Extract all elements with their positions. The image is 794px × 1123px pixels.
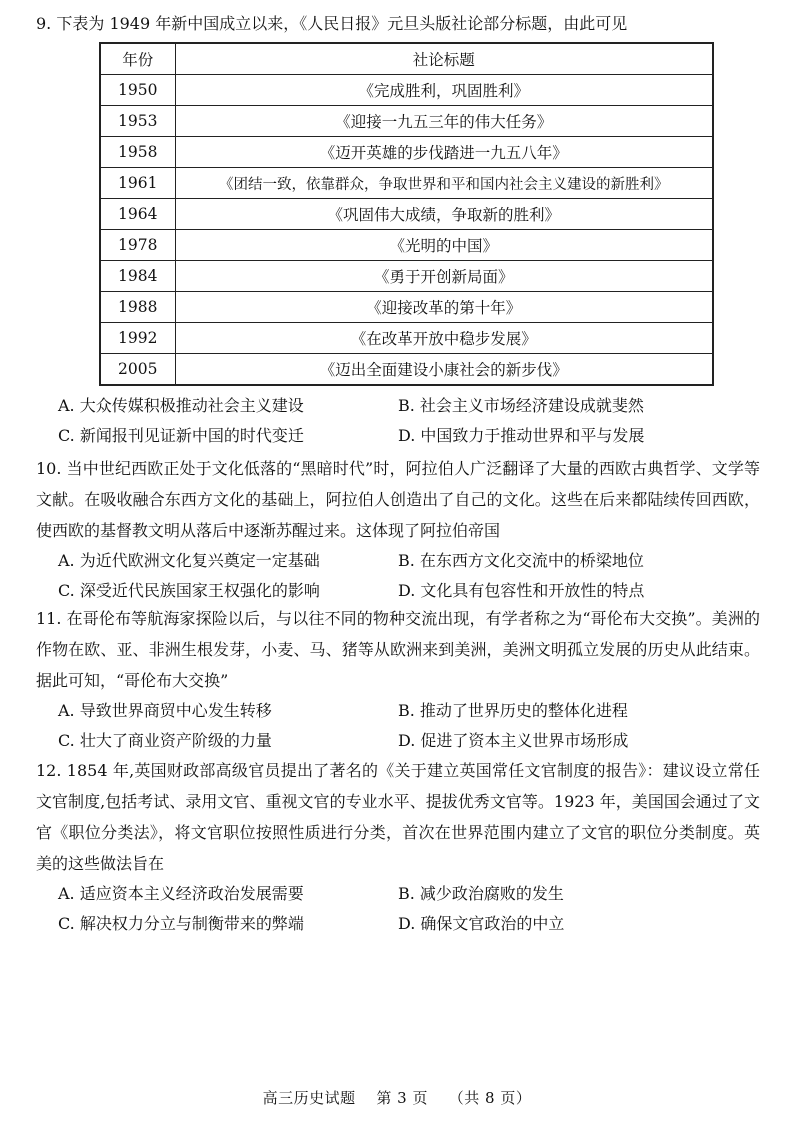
option-c[interactable]: C. 壮大了商业资产阶级的力量	[58, 731, 272, 750]
title-cell: 《迎接改革的第十年》	[175, 292, 713, 323]
table-row	[100, 261, 713, 292]
question-9-stem: 9. 下表为 1949 年新中国成立以来，《人民日报》元旦头版社论部分标题，由此可见	[36, 14, 628, 33]
option-d[interactable]: D. 中国致力于推动世界和平与发展	[398, 426, 645, 445]
year-cell: 1984	[100, 261, 175, 292]
year-cell: 2005	[100, 354, 175, 386]
title-cell: 《完成胜利，巩固胜利》	[175, 75, 713, 106]
year-cell: 1961	[100, 168, 175, 199]
year-cell: 1978	[100, 230, 175, 261]
table-row	[100, 292, 713, 323]
question-10	[36, 453, 760, 606]
editorial-table	[99, 42, 714, 386]
title-cell: 《团结一致，依靠群众，争取世界和平和国内社会主义建设的新胜利》	[175, 168, 713, 199]
table-row	[100, 230, 713, 261]
option-c[interactable]: C. 新闻报刊见证新中国的时代变迁	[58, 426, 304, 445]
table-row	[100, 75, 713, 106]
table-row	[100, 199, 713, 230]
option-a[interactable]: A. 为近代欧洲文化复兴奠定一定基础	[58, 551, 320, 570]
table-header-row	[100, 43, 713, 75]
table-row	[100, 354, 713, 386]
title-cell: 《勇于开创新局面》	[175, 261, 713, 292]
year-cell: 1992	[100, 323, 175, 354]
option-d[interactable]: D. 确保文官政治的中立	[398, 914, 565, 933]
year-cell: 1988	[100, 292, 175, 323]
table-header-year: 年份	[100, 43, 175, 75]
question-11	[36, 603, 760, 756]
option-a[interactable]: A. 大众传媒积极推动社会主义建设	[58, 396, 304, 415]
year-cell: 1950	[100, 75, 175, 106]
table-header-title: 社论标题	[175, 43, 713, 75]
question-11-stem: 11. 在哥伦布等航海家探险以后，与以往不同的物种交流出现，有学者称之为“哥伦布大交换”。美洲的作物在欧、亚、非洲生根发芽，小麦、马、猪等从欧洲来到美洲，美洲文明孤立发展的历史从此结束。据此可知，“哥伦布大交换”	[36, 609, 760, 690]
option-d[interactable]: D. 文化具有包容性和开放性的特点	[398, 581, 645, 600]
option-b[interactable]: B. 在东西方文化交流中的桥梁地位	[398, 551, 644, 570]
title-cell: 《在改革开放中稳步发展》	[175, 323, 713, 354]
year-cell: 1964	[100, 199, 175, 230]
option-a[interactable]: A. 适应资本主义经济政治发展需要	[58, 884, 304, 903]
option-c[interactable]: C. 解决权力分立与制衡带来的弊端	[58, 914, 304, 933]
year-cell: 1958	[100, 137, 175, 168]
page-footer: 高三历史试题 第 3 页 （共 8 页）	[262, 1089, 532, 1107]
option-a[interactable]: A. 导致世界商贸中心发生转移	[58, 701, 272, 720]
option-b[interactable]: B. 推动了世界历史的整体化进程	[398, 701, 628, 720]
option-d[interactable]: D. 促进了资本主义世界市场形成	[398, 731, 629, 750]
question-12-stem: 12. 1854 年,英国财政部高级官员提出了著名的《关于建立英国常任文官制度的报告》：建议设立常任文官制度,包括考试、录用文官、重视文官的专业水平、提拔优秀文官等。1923 年，美国国会通过了文官《职位分类法》，将文官职位按照性质进行分类，首次在世界范围内建立了文官的职位分类制度。英美的这些做法旨在	[36, 761, 760, 873]
question-12	[36, 755, 760, 939]
title-cell: 《迈出全面建设小康社会的新步伐》	[175, 354, 713, 386]
question-9	[36, 8, 760, 39]
option-b[interactable]: B. 社会主义市场经济建设成就斐然	[398, 396, 644, 415]
title-cell: 《巩固伟大成绩，争取新的胜利》	[175, 199, 713, 230]
question-9-options	[36, 391, 760, 451]
table-row	[100, 323, 713, 354]
question-10-stem: 10. 当中世纪西欧正处于文化低落的“黑暗时代”时，阿拉伯人广泛翻译了大量的西欧古典哲学、文学等文献。在吸收融合东西方文化的基础上，阿拉伯人创造出了自己的文化。这些在后来都陆续传回西欧，使西欧的基督教文明从落后中逐渐苏醒过来。这体现了阿拉伯帝国	[36, 459, 760, 540]
table-row	[100, 168, 713, 199]
table-row	[100, 137, 713, 168]
title-cell: 《光明的中国》	[175, 230, 713, 261]
title-cell: 《迎接一九五三年的伟大任务》	[175, 106, 713, 137]
title-cell: 《迈开英雄的步伐踏进一九五八年》	[175, 137, 713, 168]
year-cell: 1953	[100, 106, 175, 137]
option-b[interactable]: B. 减少政治腐败的发生	[398, 884, 564, 903]
table-row	[100, 106, 713, 137]
option-c[interactable]: C. 深受近代民族国家王权强化的影响	[58, 581, 320, 600]
